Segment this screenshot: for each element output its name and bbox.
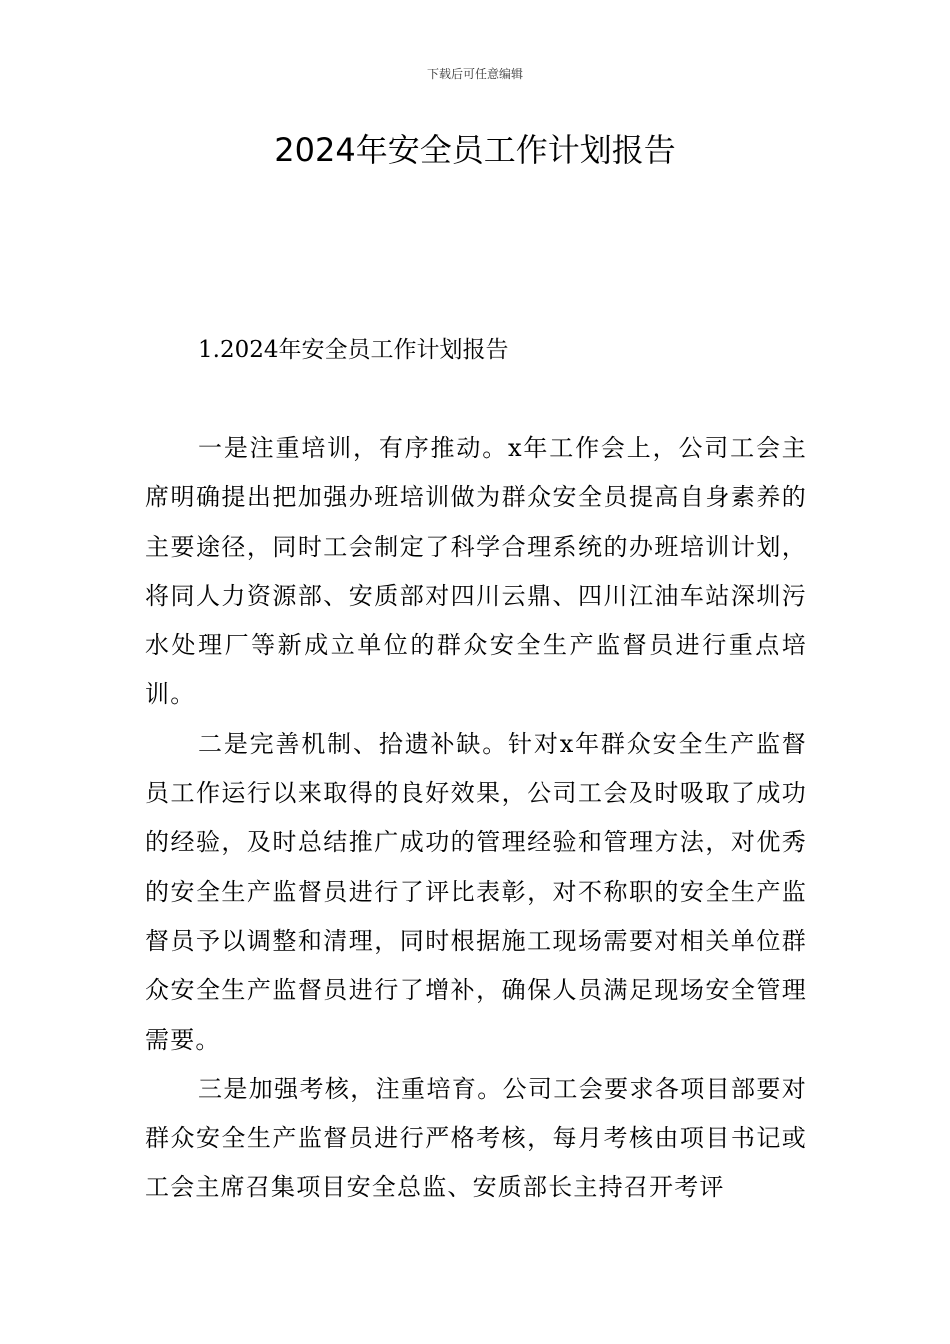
document-body	[145, 424, 807, 1213]
paragraph-2: 二是完善机制、拾遗补缺。针对x年群众安全生产监督员工作运行以来取得的良好效果，公司工会及时吸取了成功的经验，及时总结推广成功的管理经验和管理方法，对优秀的安全生产监督员进行了评比表彰，对不称职的安全生产监督员予以调整和清理，同时根据施工现场需要对相关单位群众安全生产监督员进行了增补，确保人员满足现场安全管理需要。	[145, 729, 807, 1054]
paragraph-1: 一是注重培训，有序推动。x年工作会上，公司工会主席明确提出把加强办班培训做为群众安全员提高自身素养的主要途径，同时工会制定了科学合理系统的办班培训计划，将同人力资源部、安质部对四川云鼎、四川江油车站深圳污水处理厂等新成立单位的群众安全生产监督员进行重点培训。	[145, 434, 807, 709]
header-note: 下载后可任意编辑	[426, 67, 523, 81]
section-heading: 1.2024年安全员工作计划报告	[198, 337, 509, 363]
paragraph-3: 三是加强考核，注重培育。公司工会要求各项目部要对群众安全生产监督员进行严格考核，每月考核由项目书记或工会主席召集项目安全总监、安质部长主持召开考评	[145, 1074, 807, 1202]
document-title: 2024年安全员工作计划报告	[274, 131, 676, 169]
